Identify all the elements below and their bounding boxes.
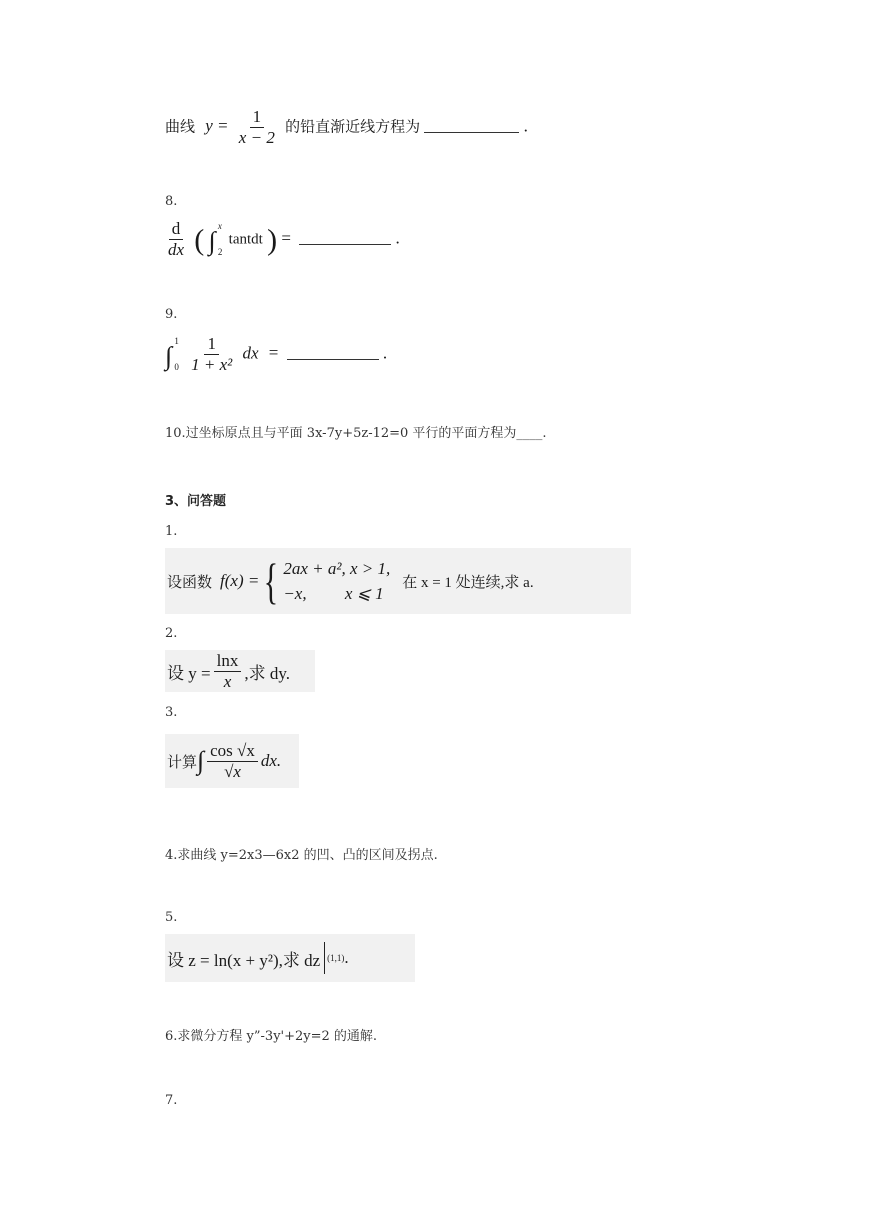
problem-prefix: 设 y = xyxy=(167,663,211,683)
fraction-denominator: 1 + x² xyxy=(191,354,233,374)
fraction xyxy=(236,108,278,147)
fraction-numerator: 1 xyxy=(204,335,219,355)
piecewise-cases xyxy=(283,556,390,607)
cases-brace: { xyxy=(264,553,279,609)
question-text: 的铅直渐近线方程为 xyxy=(285,117,421,136)
question-10: 10.过坐标原点且与平面 3x-7y+5z-12=0 平行的平面方程为____. xyxy=(165,426,547,441)
period: . xyxy=(523,116,528,136)
period: . xyxy=(382,343,388,363)
fraction-denominator: √x xyxy=(224,761,241,781)
math-lhs: y = xyxy=(205,116,229,136)
case-1: 2ax + a², x > 1, xyxy=(283,558,391,578)
problem-prefix: 计算 xyxy=(167,752,198,771)
differential: dx. xyxy=(260,751,282,770)
lower-limit: 2 xyxy=(217,247,223,258)
integral-sign: ∫ xyxy=(165,341,173,371)
left-paren: ( xyxy=(194,223,205,257)
problem-4: 4.求曲线 y=2x3—6x2 的凹、凸的区间及拐点. xyxy=(165,848,438,863)
case-2-expr: −x, xyxy=(283,584,307,603)
problem-1-formula xyxy=(165,548,631,614)
answer-blank[interactable] xyxy=(424,118,519,133)
section-heading: 3、问答题 xyxy=(165,494,227,509)
fraction-denominator: x xyxy=(223,671,232,691)
question-prefix: 曲线 xyxy=(165,117,196,136)
answer-blank[interactable] xyxy=(299,230,391,245)
fraction xyxy=(214,652,242,691)
lower-limit: 0 xyxy=(174,362,179,373)
integral-limits xyxy=(174,336,179,372)
question-asymptote xyxy=(165,108,528,147)
question-8-formula xyxy=(165,220,400,259)
upper-limit: 1 xyxy=(174,336,179,347)
upper-limit: x xyxy=(217,221,222,232)
problem-suffix: 在 x = 1 处连续,求 a. xyxy=(402,574,534,591)
problem-6: 6.求微分方程 y”-3y'+2y=2 的通解. xyxy=(165,1029,378,1044)
derivative-operator xyxy=(165,220,187,259)
problem-2-number: 2. xyxy=(165,626,178,641)
equals: = xyxy=(281,228,291,248)
problem-1-number: 1. xyxy=(165,524,178,539)
function-lhs: f(x) = xyxy=(220,571,260,590)
period: . xyxy=(344,948,349,967)
case-2 xyxy=(283,581,390,607)
evaluation-point: (1,1) xyxy=(327,953,345,963)
fraction-numerator: lnx xyxy=(214,652,242,672)
fraction-denominator: x − 2 xyxy=(238,127,275,147)
question-9-formula xyxy=(165,335,387,374)
integrand: tantdt xyxy=(228,231,263,248)
derivative-numerator: d xyxy=(169,220,184,240)
fraction xyxy=(188,335,235,374)
integral-sign: ∫ xyxy=(197,746,205,775)
answer-blank[interactable] xyxy=(287,345,379,360)
differential: dx xyxy=(242,343,259,363)
derivative-denominator: dx xyxy=(168,239,185,259)
problem-5-number: 5. xyxy=(165,910,178,925)
problem-2-formula xyxy=(165,650,315,692)
problem-7-number: 7. xyxy=(165,1093,178,1108)
period: . xyxy=(395,228,400,248)
problem-suffix: ,求 dy. xyxy=(244,663,290,683)
problem-5-formula xyxy=(165,934,415,982)
problem-prefix: 设 z = ln(x + y²),求 dz xyxy=(167,950,321,970)
fraction xyxy=(207,742,258,781)
problem-3-number: 3. xyxy=(165,705,178,720)
integral-limits xyxy=(218,221,223,257)
right-paren: ) xyxy=(267,223,278,257)
fraction-numerator: 1 xyxy=(250,108,265,128)
problem-3-formula xyxy=(165,734,299,788)
equals: = xyxy=(268,343,279,363)
fraction-numerator: cos √x xyxy=(207,742,258,762)
integral-sign: ∫ xyxy=(208,226,216,256)
question-9-number: 9. xyxy=(165,307,178,322)
problem-prefix: 设函数 xyxy=(167,572,213,591)
question-8-number: 8. xyxy=(165,194,178,209)
case-2-condition: x ⩽ 1 xyxy=(344,584,384,603)
evaluation-bar xyxy=(324,942,325,974)
